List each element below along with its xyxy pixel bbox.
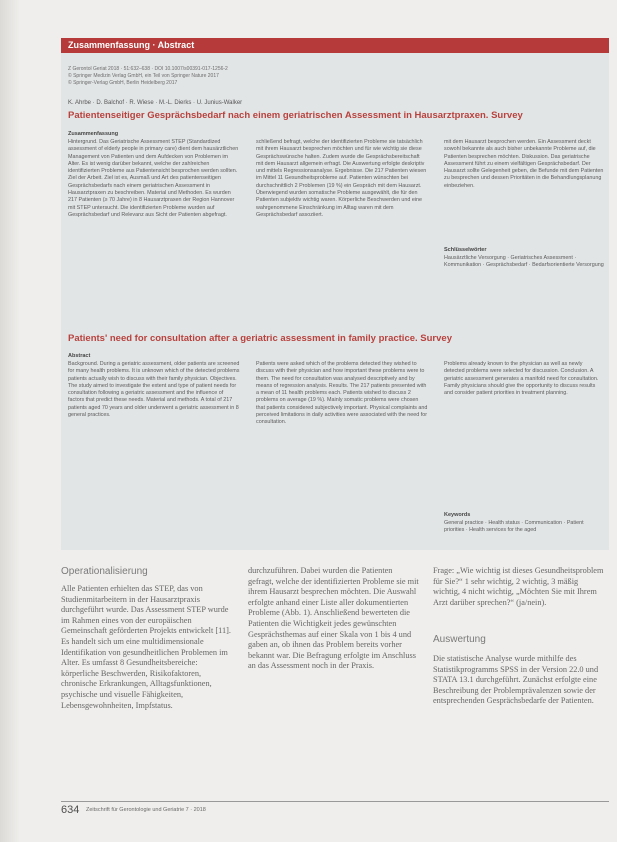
body-column-3b-text: Die statistische Analyse wurde mithilfe des Statistikprogramms SPSS in der Version 22.0 und STATA 13.1 durchgeführt. Zunächst erfolgte eine Beschreibung der Problemprävalenzen sowie der entsprechenden Gesprächsbedarfe der Patienten. xyxy=(433,654,599,706)
english-column-1 xyxy=(68,361,240,544)
english-keywords-text: General practice · Health status · Communication · Patient priorities · Health services for the aged xyxy=(444,520,584,534)
english-column-3-text: Problems already known to the physician as well as newly detected problems were selected for discussion. Conclusion. A geriatric assessment generates a manifold need for consultation. Family physicians should give the opportunity to discuss results and consider patient priorities in treatment planning. xyxy=(444,361,599,397)
german-keywords xyxy=(444,255,604,315)
english-keywords-heading: Keywords xyxy=(444,512,471,518)
german-column-1 xyxy=(68,139,240,337)
english-column-2 xyxy=(256,361,428,544)
citation-line: Z Gerontol Geriat 2018 · 51:632–638 · DOI 10.1007/s00391-017-1256-2 xyxy=(68,66,228,72)
body-column-2-text: durchzuführen. Dabei wurden die Patienten gefragt, welche der identifizierten Probleme sie mit ihrem Hausarzt besprechen möchten. Die Auswahl erfolgte anhand einer Liste aller dokumentierten Probleme (Abb. 1). Anschließend bewerteten die Patienten die Wichtigkeit jedes gewünschten Gesprächsthemas auf einer Skala von 1 bis 4 und gaben an, ob ihnen das Problem bereits vorher bekannt war. Die Befragung erfolgte im Anschluss an das Assessment noch in der Praxis. xyxy=(248,566,419,671)
english-column-2-text: Patients were asked which of the problems detected they wished to discuss with their physician and how important these problems were to them. The need for consultation was analysed descriptively and by means of regression analysis. Results. The 217 patients presented with a mean of 11 health problems each. Patients wished to discuss 2 problems on average (19 %). Mainly somatic problems were chosen that patients considered subjectively important. Physical complaints and perceived limitations in daily activities were associated with the need for consultation. xyxy=(256,361,428,426)
footer-rule xyxy=(61,801,609,802)
english-keywords xyxy=(444,520,604,548)
german-keywords-heading: Schlüsselwörter xyxy=(444,247,487,253)
journal-name: Zeitschrift für Gerontologie und Geriatrie 7 · 2018 xyxy=(86,807,206,813)
english-title: Patients' need for consultation after a geriatric assessment in family practice. Survey xyxy=(68,333,452,344)
copyright-line: © Springer Medizin Verlag GmbH, ein Teil von Springer Nature 2017 xyxy=(68,73,219,79)
body-column-3a-text: Frage: „Wie wichtig ist dieses Gesundheitsproblem für Sie?“ 1 sehr wichtig, 2 wichtig, 3 mäßig wichtig, 4 nicht wichtig, „Möchten Sie mit Ihrem Arzt darüber sprechen?“ (ja/nein). xyxy=(433,566,604,607)
german-column-2-text: schließend befragt, welche der identifizierten Probleme sie tatsächlich mit ihrem Hausarzt besprechen möchten und für wie wichtig sie diese Gesprächswünsche halten. Zudem wurde die Gesprächsbereitschaft mit dem Hausarzt allgemein erfragt. Die Auswertung erfolgte deskriptiv und mittels Regressionsanalyse. Ergebnisse. Die 217 Patienten wiesen im Mittel 11 Gesundheitsprobleme auf. Patienten wünschten bei durchschnittlich 2 Problemen (19 %) ein Gespräch mit dem Hausarzt. Überwiegend wurden somatische Probleme ausgewählt, die für den Patienten subjektiv wichtig waren. Körperliche Beschwerden und eine wahrgenommene Einschränkung im Alltag waren mit dem Gesprächsbedarf assoziiert. xyxy=(256,139,427,218)
german-column-3 xyxy=(444,139,604,243)
body-column-3b xyxy=(433,654,607,789)
body-column-2 xyxy=(248,566,420,789)
copyright-line-2: © Springer-Verlag GmbH, Berlin Heidelberg 2017 xyxy=(68,80,178,86)
abstract-band-title: Zusammenfassung · Abstract xyxy=(68,40,195,50)
page-number: 634 xyxy=(61,804,80,816)
page-gutter-shadow xyxy=(0,0,20,842)
german-heading: Zusammenfassung xyxy=(68,131,119,137)
english-column-3 xyxy=(444,361,604,463)
english-heading: Abstract xyxy=(68,353,91,359)
german-column-3-text: mit dem Hausarzt besprochen werden. Ein Assessment deckt sowohl bekannte als auch bisher unbekannte Probleme auf, die Patienten besprechen möchten. Diskussion. Das geriatrische Assessment führt zu einem vielfältigen Gesprächsbedarf. Der Hausarzt sollte Gelegenheit geben, die Befunde mit dem Patienten zu besprechen und dessen Prioritäten in die Behandlungsplanung einbeziehen. xyxy=(444,139,604,189)
body-column-3a xyxy=(433,566,607,630)
german-column-1-text: Hintergrund. Das Geriatrische Assessment STEP (Standardized assessment of elderly people in primary care) dient dem hausärztlichen Management von Patienten und dem Aufdecken von Problemen im Alter. Es ist wenig darüber bekannt, welche der zahlreichen identifizierten Probleme aus Patientensicht besprochen werden sollten. Ziel der Arbeit. Ziel ist es, Ausmaß und Art des patientenseitigen Gesprächsbedarfs nach einem geriatrischen Assessment in Hausarztpraxen zu beschreiben. Material und Methoden. Es wurden 217 Patienten (≥ 70 Jahre) in 8 Hausarztpraxen der Region Hannover mit STEP untersucht. Die identifizierten Probleme wurden auf Gesprächsbedarf und Relevanz aus Sicht der Patienten abgefragt. xyxy=(68,139,239,218)
german-keywords-text: Hausärztliche Versorgung · Geriatrisches Assessment · Kommunikation · Gesprächsbedarf · Bedarfsorientierte Versorgung xyxy=(444,255,604,269)
body-column-1-text: Alle Patienten erhielten das STEP, das von Studienmitarbeitern in der Hausarztpraxis durchgeführt wurde. Das Assessment STEP wurde im Rahmen eines von der europäischen Gemeinschaft geförderten Projekts entwickelt [11]. Es handelt sich um eine multidimensionale Identifikation von gesundheitlichen Problemen im Alter. Es umfasst 8 Gesundheitsbereiche: körperliche Beschwerden, Risikofaktoren, chronische Erkrankungen, Alltagsfunktionen, psychische und visuelle Fähigkeiten, Lebensgewohnheiten, Impfstatus. xyxy=(61,584,231,710)
section-heading-auswertung: Auswertung xyxy=(433,634,486,645)
authors: K. Ahrbe · D. Balchof · R. Wiese · M.-L. Dierks · U. Junius-Walker xyxy=(68,100,243,106)
english-column-1-text: Background. During a geriatric assessment, older patients are screened for many health problems. It is unknown which of the detected problems patients actually wish to discuss with their family physician. Objectives. The study aimed to investigate the extent and type of patient needs for consultation following a geriatric assessment and the influence of factors that predict these needs. Material and methods. A total of 217 patients aged 70 years and older underwent a geriatric assessment in 8 general practices. xyxy=(68,361,240,419)
body-column-1 xyxy=(61,584,235,789)
german-column-2 xyxy=(256,139,428,337)
section-heading-operationalisierung: Operationalisierung xyxy=(61,566,148,577)
german-title: Patientenseitiger Gesprächsbedarf nach einem geriatrischen Assessment in Hausarztpraxen. Survey xyxy=(68,110,523,121)
